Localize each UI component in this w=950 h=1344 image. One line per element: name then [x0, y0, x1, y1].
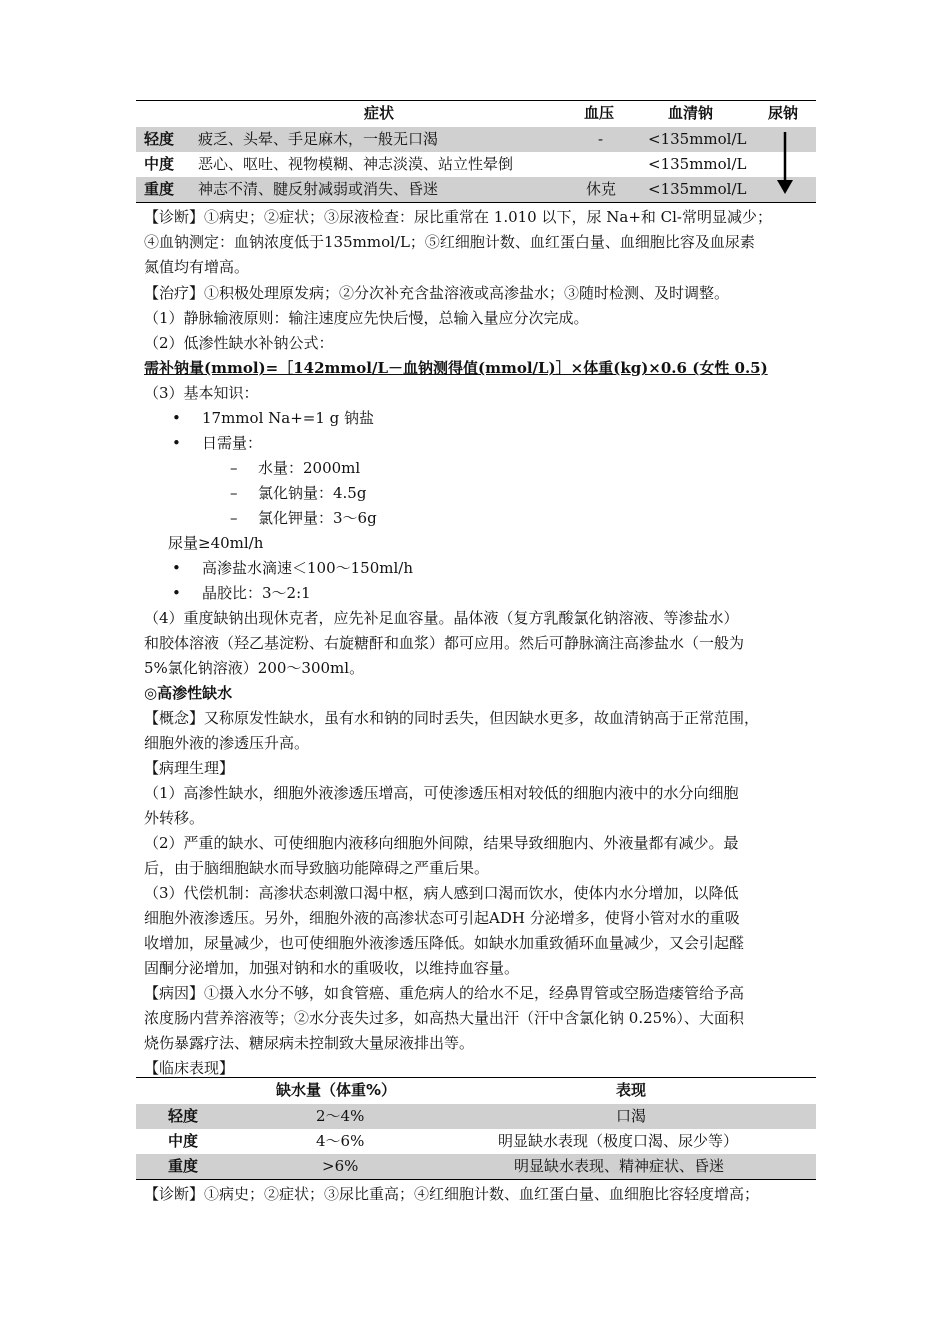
grade-label: 中度 — [144, 155, 175, 173]
paragraph-line: 【病因】①摄入水分不够，如食管癌、重危病人的给水不足，经鼻胃管或空肠造瘘管给予高 — [144, 984, 745, 1002]
bullet-icon: • — [172, 434, 181, 452]
header-amount: 缺水量（体重%） — [276, 1081, 397, 1099]
header-bp: 血压 — [584, 104, 615, 122]
paragraph-line: （3）代偿机制：高渗状态刺激口渴中枢，病人感到口渴而饮水，使体内水分增加，以降低 — [144, 884, 739, 902]
symptom-text: 神志不清、腱反射减弱或消失、昏迷 — [198, 180, 439, 198]
sodium-value: <135mmol/L — [648, 130, 747, 148]
paragraph-line: 5%氯化钠溶液）200～300ml。 — [144, 659, 365, 677]
paragraph-line: 和胶体溶液（羟乙基淀粉、右旋糖酐和血浆）都可应用。然后可静脉滴注高渗盐水（一般为 — [144, 634, 745, 652]
diagnosis-line: 氮值均有增高。 — [144, 258, 250, 276]
sodium-value: <135mmol/L — [648, 180, 747, 198]
paragraph-line: 收增加，尿量减少，也可使细胞外液渗透压降低。如缺水加重致循环血量减少，又会引起醛 — [144, 934, 745, 952]
bullet-icon: • — [172, 409, 181, 427]
list-item: 氯化钾量：3～6g — [258, 509, 377, 527]
header-urine-sodium: 尿钠 — [768, 104, 799, 122]
table-header-row — [136, 1077, 816, 1104]
paragraph-line: （4）重度缺钠出现休克者，应先补足血容量。晶体液（复方乳酸氯化钠溶液、等渗盐水） — [144, 609, 739, 627]
list-item: 水量：2000ml — [258, 459, 361, 477]
header-sodium: 血清钠 — [668, 104, 714, 122]
paragraph-line: 烧伤暴露疗法、糖尿病未控制致大量尿液排出等。 — [144, 1034, 475, 1052]
down-arrow-icon — [774, 130, 796, 196]
grade-label: 中度 — [168, 1132, 199, 1150]
treatment-item: （2）低渗性缺水补钠公式： — [144, 334, 334, 352]
grade-label: 轻度 — [144, 130, 175, 148]
dash-icon: – — [230, 459, 238, 477]
table-row — [136, 1104, 816, 1129]
list-item: 氯化钠量：4.5g — [258, 484, 367, 502]
grade-label: 轻度 — [168, 1107, 199, 1125]
bullet-icon: • — [172, 584, 181, 602]
symptom-text: 疲乏、头晕、手足麻木，一般无口渴 — [198, 130, 439, 148]
table-row — [136, 1129, 816, 1154]
treatment-item: （1）静脉输液原则：输注速度应先快后慢，总输入量应分次完成。 — [144, 309, 589, 327]
list-item: 17mmol Na+=1 g 钠盐 — [202, 409, 375, 427]
sodium-formula: 需补钠量(mmol)=［142mmol/L－血钠测得值(mmol/L)］×体重(kg)×0.6 (女性 0.5) — [144, 359, 768, 377]
list-item: 日需量： — [202, 434, 263, 452]
paragraph-line: （1）高渗性缺水，细胞外液渗透压增高，可使渗透压相对较低的细胞内液中的水分向细胞 — [144, 784, 739, 802]
symptom-text: 恶心、呕吐、视物模糊、神志淡漠、站立性晕倒 — [198, 155, 514, 173]
amount-value: 4～6% — [316, 1132, 365, 1150]
paragraph-line: 细胞外液的渗透压升高。 — [144, 734, 310, 752]
amount-value: >6% — [322, 1157, 359, 1175]
table-row — [136, 152, 816, 177]
paragraph-line: 细胞外液渗透压。另外，细胞外液的高渗状态可引起ADH 分泌增多，使肾小管对水的重吸 — [144, 909, 740, 927]
header-sign: 表现 — [616, 1081, 647, 1099]
section-title: ◎高渗性缺水 — [144, 684, 233, 702]
treatment-line: 【治疗】①积极处理原发病；②分次补充含盐溶液或高渗盐水；③随时检测、及时调整。 — [144, 284, 730, 302]
amount-value: 2～4% — [316, 1107, 365, 1125]
list-item: 高渗盐水滴速＜100～150ml/h — [202, 559, 413, 577]
grade-label: 重度 — [144, 180, 175, 198]
dash-icon: – — [230, 509, 238, 527]
diagnosis-line: ④血钠测定：血钠浓度低于135mmol/L；⑤红细胞计数、血红蛋白量、血细胞比容及血尿素 — [144, 233, 755, 251]
header-symptom: 症状 — [364, 104, 395, 122]
paragraph-line: 后，由于脑细胞缺水而导致脑功能障碍之严重后果。 — [144, 859, 490, 877]
table-header-row — [136, 100, 816, 127]
list-item: 晶胶比：3～2:1 — [202, 584, 311, 602]
table-row — [136, 177, 816, 203]
grade-label: 重度 — [168, 1157, 199, 1175]
diagnosis-line: 【诊断】①病史；②症状；③尿液检查：尿比重常在 1.010 以下，尿 Na+和 Cl-常明显减少； — [144, 208, 772, 226]
dash-icon: – — [230, 484, 238, 502]
list-item: 尿量≥40ml/h — [168, 534, 264, 552]
paragraph-line: （2）严重的缺水、可使细胞内液移向细胞外间隙，结果导致细胞内、外液量都有减少。最 — [144, 834, 739, 852]
sign-value: 明显缺水表现、精神症状、昏迷 — [514, 1157, 725, 1175]
bp-value: 休克 — [586, 180, 617, 198]
subsection-title: 【病理生理】 — [144, 759, 235, 777]
paragraph-line: 浓度肠内营养溶液等；②水分丧失过多，如高热大量出汗（汗中含氯化钠 0.25%）、大面积 — [144, 1009, 744, 1027]
subsection-title: 【临床表现】 — [144, 1059, 235, 1077]
paragraph-line: 【概念】又称原发性缺水，虽有水和钠的同时丢失，但因缺水更多，故血清钠高于正常范围， — [144, 709, 760, 727]
table-row — [136, 1154, 816, 1180]
table-row — [136, 127, 816, 152]
paragraph-line: 外转移。 — [144, 809, 205, 827]
treatment-item: （3）基本知识： — [144, 384, 259, 402]
bullet-icon: • — [172, 559, 181, 577]
bp-value: - — [598, 130, 604, 148]
sign-value: 明显缺水表现（极度口渴、尿少等） — [498, 1132, 739, 1150]
paragraph-line: 固酮分泌增加，加强对钠和水的重吸收，以维持血容量。 — [144, 959, 520, 977]
diagnosis-line: 【诊断】①病史；②症状；③尿比重高；④红细胞计数、血红蛋白量、血细胞比容轻度增高； — [144, 1185, 760, 1203]
sodium-value: <135mmol/L — [648, 155, 747, 173]
sign-value: 口渴 — [616, 1107, 647, 1125]
